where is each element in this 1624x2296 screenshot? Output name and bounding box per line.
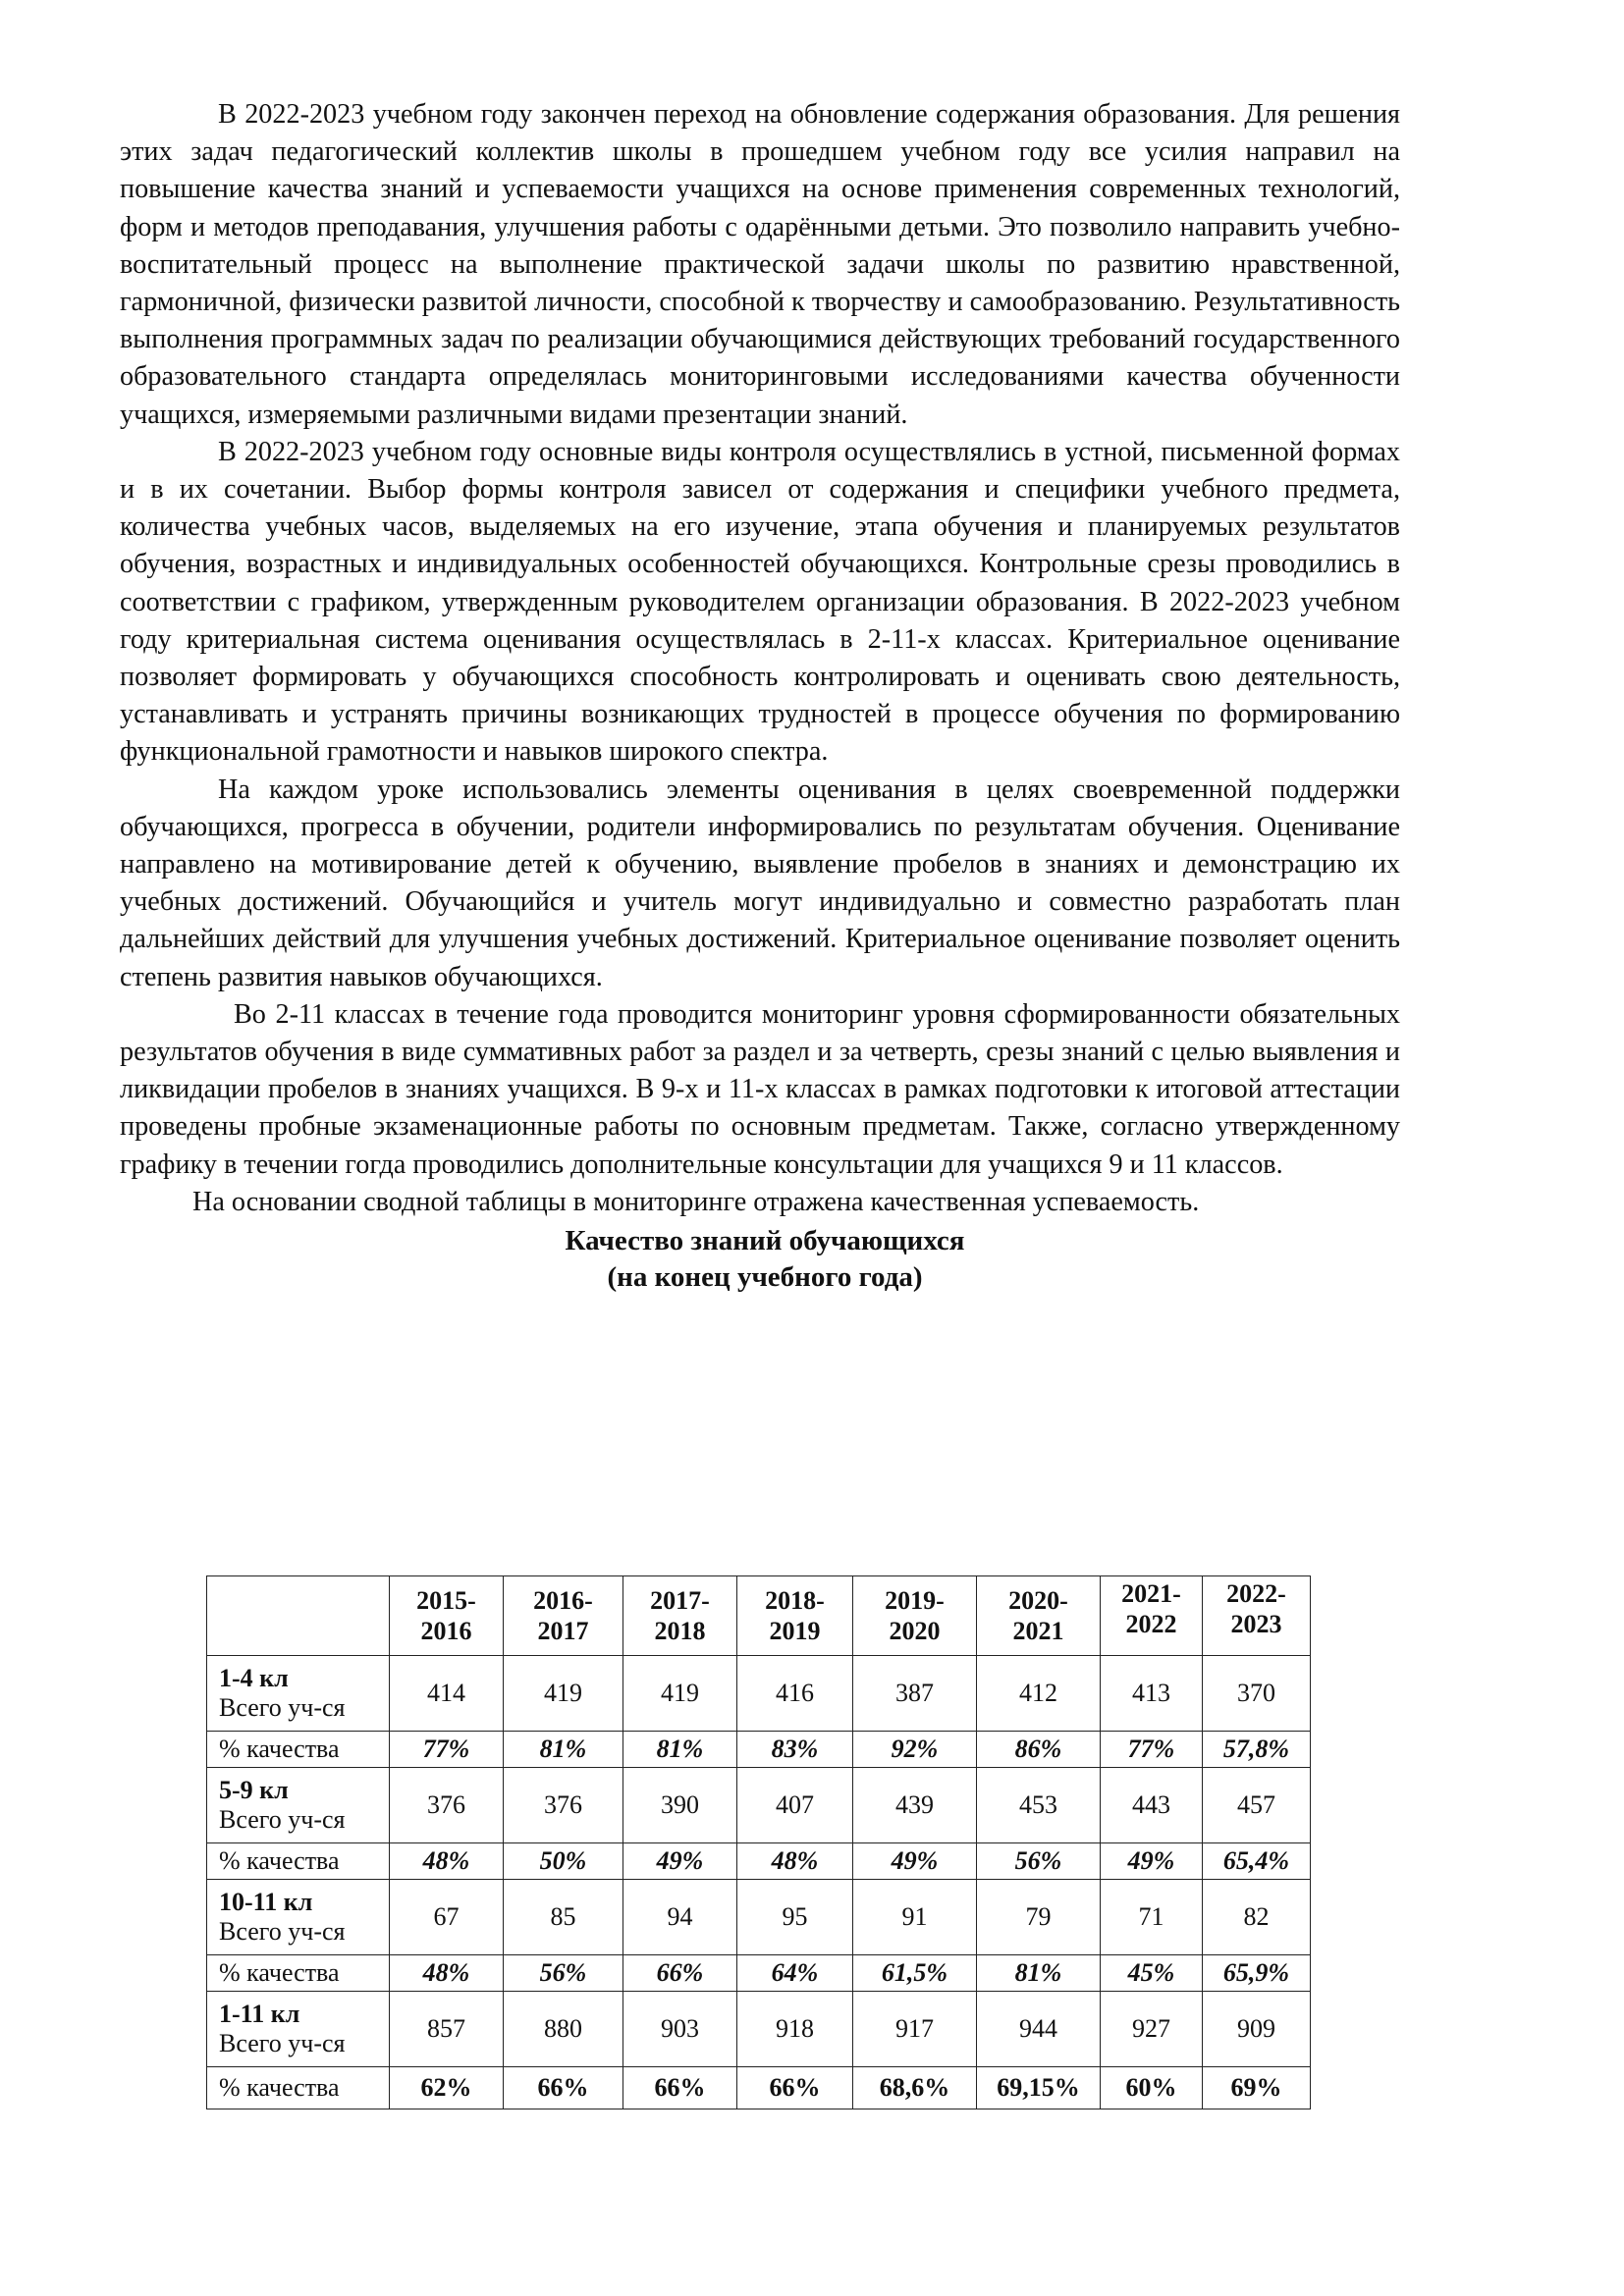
table-title-line-1: Качество знаний обучающихся (565, 1225, 965, 1257)
table-title (120, 1223, 1400, 1296)
count-cell: 79 (977, 1880, 1101, 1955)
count-cell: 414 (390, 1656, 504, 1732)
count-cell: 94 (623, 1880, 737, 1955)
count-cell: 909 (1203, 1992, 1311, 2067)
quality-cell: 64% (737, 1955, 853, 1992)
quality-cell: 81% (977, 1955, 1101, 1992)
quality-cell: 60% (1101, 2067, 1203, 2109)
row-header: 5-9 кл Всего уч-ся (207, 1768, 390, 1843)
table-row (207, 1992, 1311, 2067)
year-header: 2021- 2022 (1101, 1576, 1203, 1656)
count-cell: 412 (977, 1656, 1101, 1732)
count-cell: 443 (1101, 1768, 1203, 1843)
quality-cell: 61,5% (853, 1955, 977, 1992)
count-cell: 91 (853, 1880, 977, 1955)
count-cell: 439 (853, 1768, 977, 1843)
quality-cell: 65,4% (1203, 1843, 1311, 1880)
year-header: 2016- 2017 (504, 1576, 623, 1656)
count-cell: 857 (390, 1992, 504, 2067)
quality-cell: 57,8% (1203, 1732, 1311, 1768)
paragraph-5: На основании сводной таблицы в мониторинге отражена качественная успеваемость. (192, 1186, 1200, 1217)
table-row (207, 2067, 1311, 2109)
quality-cell: 66% (623, 2067, 737, 2109)
paragraph-4: Во 2-11 классах в течение года проводится мониторинг уровня сформированности обязательных результатов обучения в виде суммативных работ за раздел и за четверть, срезы знаний с целью выявления и ликвидации пробелов в знаниях учащихся. В 9-х и 11-х классах в рамках подготовки к итоговой аттестации проведены пробные экзаменационные работы по основным предметам. Также, согласно утвержденному графику в течении гогда проводились дополнительные консультации для учащихся 9 и 11 классов. (120, 998, 1400, 1180)
quality-cell: 77% (1101, 1732, 1203, 1768)
quality-cell: 56% (977, 1843, 1101, 1880)
count-cell: 71 (1101, 1880, 1203, 1955)
count-cell: 407 (737, 1768, 853, 1843)
corner-cell (207, 1576, 390, 1656)
paragraph-1: В 2022-2023 учебном году закончен переход на обновление содержания образования. Для решения этих задач педагогический коллектив школы в прошедшем учебном году все усилия направил на повышение качества знаний и успеваемости учащихся на основе применения современных технологий, форм и методов преподавания, улучшения работы с одарёнными детьми. Это позволило направить учебно-воспитательный процесс на выполнение практической задачи школы по развитию нравственной, гармоничной, физически развитой личности, способной к творчеству и самообразованию. Результативность выполнения программных задач по реализации обучающимися действующих требований государственного образовательного стандарта определялась мониторинговыми исследованиями качества обученности учащихся, измеряемыми различными видами презентации знаний. (120, 99, 1400, 430)
quality-cell: 48% (390, 1955, 504, 1992)
quality-cell: 50% (504, 1843, 623, 1880)
count-cell: 416 (737, 1656, 853, 1732)
quality-cell: 92% (853, 1732, 977, 1768)
count-cell: 917 (853, 1992, 977, 2067)
year-header: 2018- 2019 (737, 1576, 853, 1656)
table-row (207, 1955, 1311, 1992)
count-cell: 944 (977, 1992, 1101, 2067)
count-cell: 376 (504, 1768, 623, 1843)
quality-cell: 48% (737, 1843, 853, 1880)
quality-cell: 81% (504, 1732, 623, 1768)
quality-cell: 62% (390, 2067, 504, 2109)
quality-cell: 49% (623, 1843, 737, 1880)
row-header: % качества (207, 1732, 390, 1768)
quality-cell: 48% (390, 1843, 504, 1880)
row-header: % качества (207, 1843, 390, 1880)
header-row (207, 1576, 1311, 1656)
quality-cell: 81% (623, 1732, 737, 1768)
quality-cell: 68,6% (853, 2067, 977, 2109)
row-header: 1-4 кл Всего уч-ся (207, 1656, 390, 1732)
table-row (207, 1843, 1311, 1880)
count-cell: 413 (1101, 1656, 1203, 1732)
count-cell: 903 (623, 1992, 737, 2067)
year-header: 2022- 2023 (1203, 1576, 1311, 1656)
quality-cell: 83% (737, 1732, 853, 1768)
quality-cell: 66% (737, 2067, 853, 2109)
quality-cell: 56% (504, 1955, 623, 1992)
row-header: % качества (207, 1955, 390, 1992)
count-cell: 457 (1203, 1768, 1311, 1843)
table-row (207, 1768, 1311, 1843)
year-header: 2020- 2021 (977, 1576, 1101, 1656)
quality-table (206, 1575, 1311, 2109)
quality-cell: 49% (853, 1843, 977, 1880)
row-header: % качества (207, 2067, 390, 2109)
count-cell: 85 (504, 1880, 623, 1955)
quality-cell: 65,9% (1203, 1955, 1311, 1992)
paragraph-3: На каждом уроке использовались элементы оценивания в целях своевременной поддержки обучающихся, прогресса в обучении, родители информировались по результатам обучения. Оценивание направлено на мотивирование детей к обучению, выявление пробелов в знаниях и демонстрацию их учебных достижений. Обучающийся и учитель могут индивидуально и совместно разработать план дальнейших действий для улучшения учебных достижений. Критериальное оценивание позволяет оценить степень развития навыков обучающихся. (120, 774, 1400, 992)
year-header: 2015- 2016 (390, 1576, 504, 1656)
count-cell: 82 (1203, 1880, 1311, 1955)
count-cell: 880 (504, 1992, 623, 2067)
year-header: 2019- 2020 (853, 1576, 977, 1656)
table-row (207, 1656, 1311, 1732)
count-cell: 67 (390, 1880, 504, 1955)
count-cell: 419 (623, 1656, 737, 1732)
count-cell: 927 (1101, 1992, 1203, 2067)
document-page (120, 96, 1400, 1296)
row-header: 10-11 кл Всего уч-ся (207, 1880, 390, 1955)
count-cell: 370 (1203, 1656, 1311, 1732)
count-cell: 918 (737, 1992, 853, 2067)
quality-cell: 69% (1203, 2067, 1311, 2109)
table-row (207, 1732, 1311, 1768)
quality-cell: 49% (1101, 1843, 1203, 1880)
count-cell: 95 (737, 1880, 853, 1955)
year-header: 2017- 2018 (623, 1576, 737, 1656)
quality-cell: 66% (623, 1955, 737, 1992)
paragraph-2: В 2022-2023 учебном году основные виды контроля осуществлялись в устной, письменной формах и в их сочетании. Выбор формы контроля зависел от содержания и специфики учебного предмета, количества учебных часов, выделяемых на его изучение, этапа обучения и планируемых результатов обучения, возрастных и индивидуальных особенностей обучающихся. Контрольные срезы проводились в соответствии с графиком, утвержденным руководителем организации образования. В 2022-2023 учебном году критериальная система оценивания осуществлялась в 2-11-х классах. Критериальное оценивание позволяет формировать у обучающихся способность контролировать и оценивать свою деятельность, устанавливать и устранять причины возникающих трудностей в процессе обучения по формированию функциональной грамотности и навыков широкого спектра. (120, 436, 1400, 768)
quality-cell: 45% (1101, 1955, 1203, 1992)
count-cell: 387 (853, 1656, 977, 1732)
count-cell: 453 (977, 1768, 1101, 1843)
count-cell: 419 (504, 1656, 623, 1732)
quality-cell: 86% (977, 1732, 1101, 1768)
count-cell: 390 (623, 1768, 737, 1843)
quality-cell: 77% (390, 1732, 504, 1768)
quality-cell: 69,15% (977, 2067, 1101, 2109)
table-row (207, 1880, 1311, 1955)
quality-cell: 66% (504, 2067, 623, 2109)
row-header: 1-11 кл Всего уч-ся (207, 1992, 390, 2067)
table-title-line-2: (на конец учебного года) (607, 1261, 923, 1294)
count-cell: 376 (390, 1768, 504, 1843)
